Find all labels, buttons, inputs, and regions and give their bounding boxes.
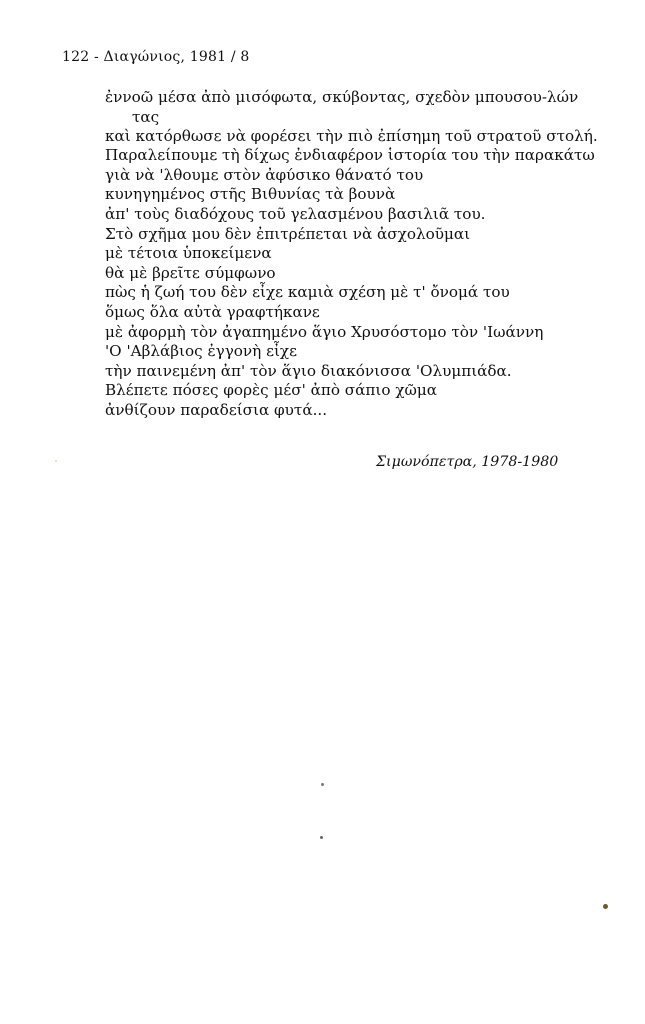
paper-speck xyxy=(321,783,324,786)
paper-speck xyxy=(603,904,608,909)
poem-body xyxy=(105,88,605,421)
poem-line: καὶ κατόρθωσε νὰ φορέσει τὴν πιὸ ἐπίσημη τοῦ στρατοῦ στολή. xyxy=(105,126,598,145)
poem-line: μὲ τέτοια ὑποκείμενα xyxy=(105,244,272,263)
poem-line: τὴν παινεμένη ἀπ' τὸν ἅγιο διακόνισσα 'Ολυμπιάδα. xyxy=(105,361,512,380)
poem-line: Βλέπετε πόσες φορὲς μέσ' ἀπὸ σάπιο χῶμα xyxy=(105,381,438,400)
poem-line: ἐννοῶ μέσα ἀπὸ μισόφωτα, σκύβοντας, σχεδὸν μπουσου-λών xyxy=(105,88,579,106)
poem-line: θὰ μὲ βρεῖτε σύμφωνο xyxy=(105,263,276,282)
poem-line: ἀνθίζουν παραδείσια φυτά... xyxy=(105,400,328,419)
poem-line: ὅμως ὅλα αὐτὰ γραφτήκανε xyxy=(105,302,320,321)
poem-line: κυνηγημένος στῆς Βιθυνίας τὰ βουνὰ xyxy=(105,185,396,204)
paper-speck xyxy=(55,460,57,462)
poem-line: μὲ ἀφορμὴ τὸν ἀγαπημένο ἅγιο Χρυσόστομο τὸν 'Ιωάννη xyxy=(105,322,544,341)
poem-line: ἀπ' τοὺς διαδόχους τοῦ γελασμένου βασιλιᾶ του. xyxy=(105,204,486,223)
poem-line: πὼς ἡ ζωή του δὲν εἶχε καμιὰ σχέση μὲ τ' ὄνομά του xyxy=(105,283,510,302)
signature-place-date: Σιμωνόπετρα, 1978-1980 xyxy=(376,454,559,470)
running-header: 122 - Διαγώνιος, 1981 / 8 xyxy=(62,49,250,65)
poem-line: γιὰ νὰ 'λθουμε στὸν ἀφύσικο θάνατό του xyxy=(105,165,424,184)
paper-speck xyxy=(320,836,323,839)
poem-line: Παραλείπουμε τὴ δίχως ἐνδιαφέρον ἱστορία του τὴν παρακάτω xyxy=(105,146,595,165)
poem-line: 'Ο 'Αβλάβιος ἐγγονὴ εἶχε xyxy=(105,342,297,361)
poem-line-continuation: τας xyxy=(132,107,160,126)
poem-line: Στὸ σχῆμα μου δὲν ἐπιτρέπεται νὰ ἀσχολοῦμαι xyxy=(105,224,471,243)
